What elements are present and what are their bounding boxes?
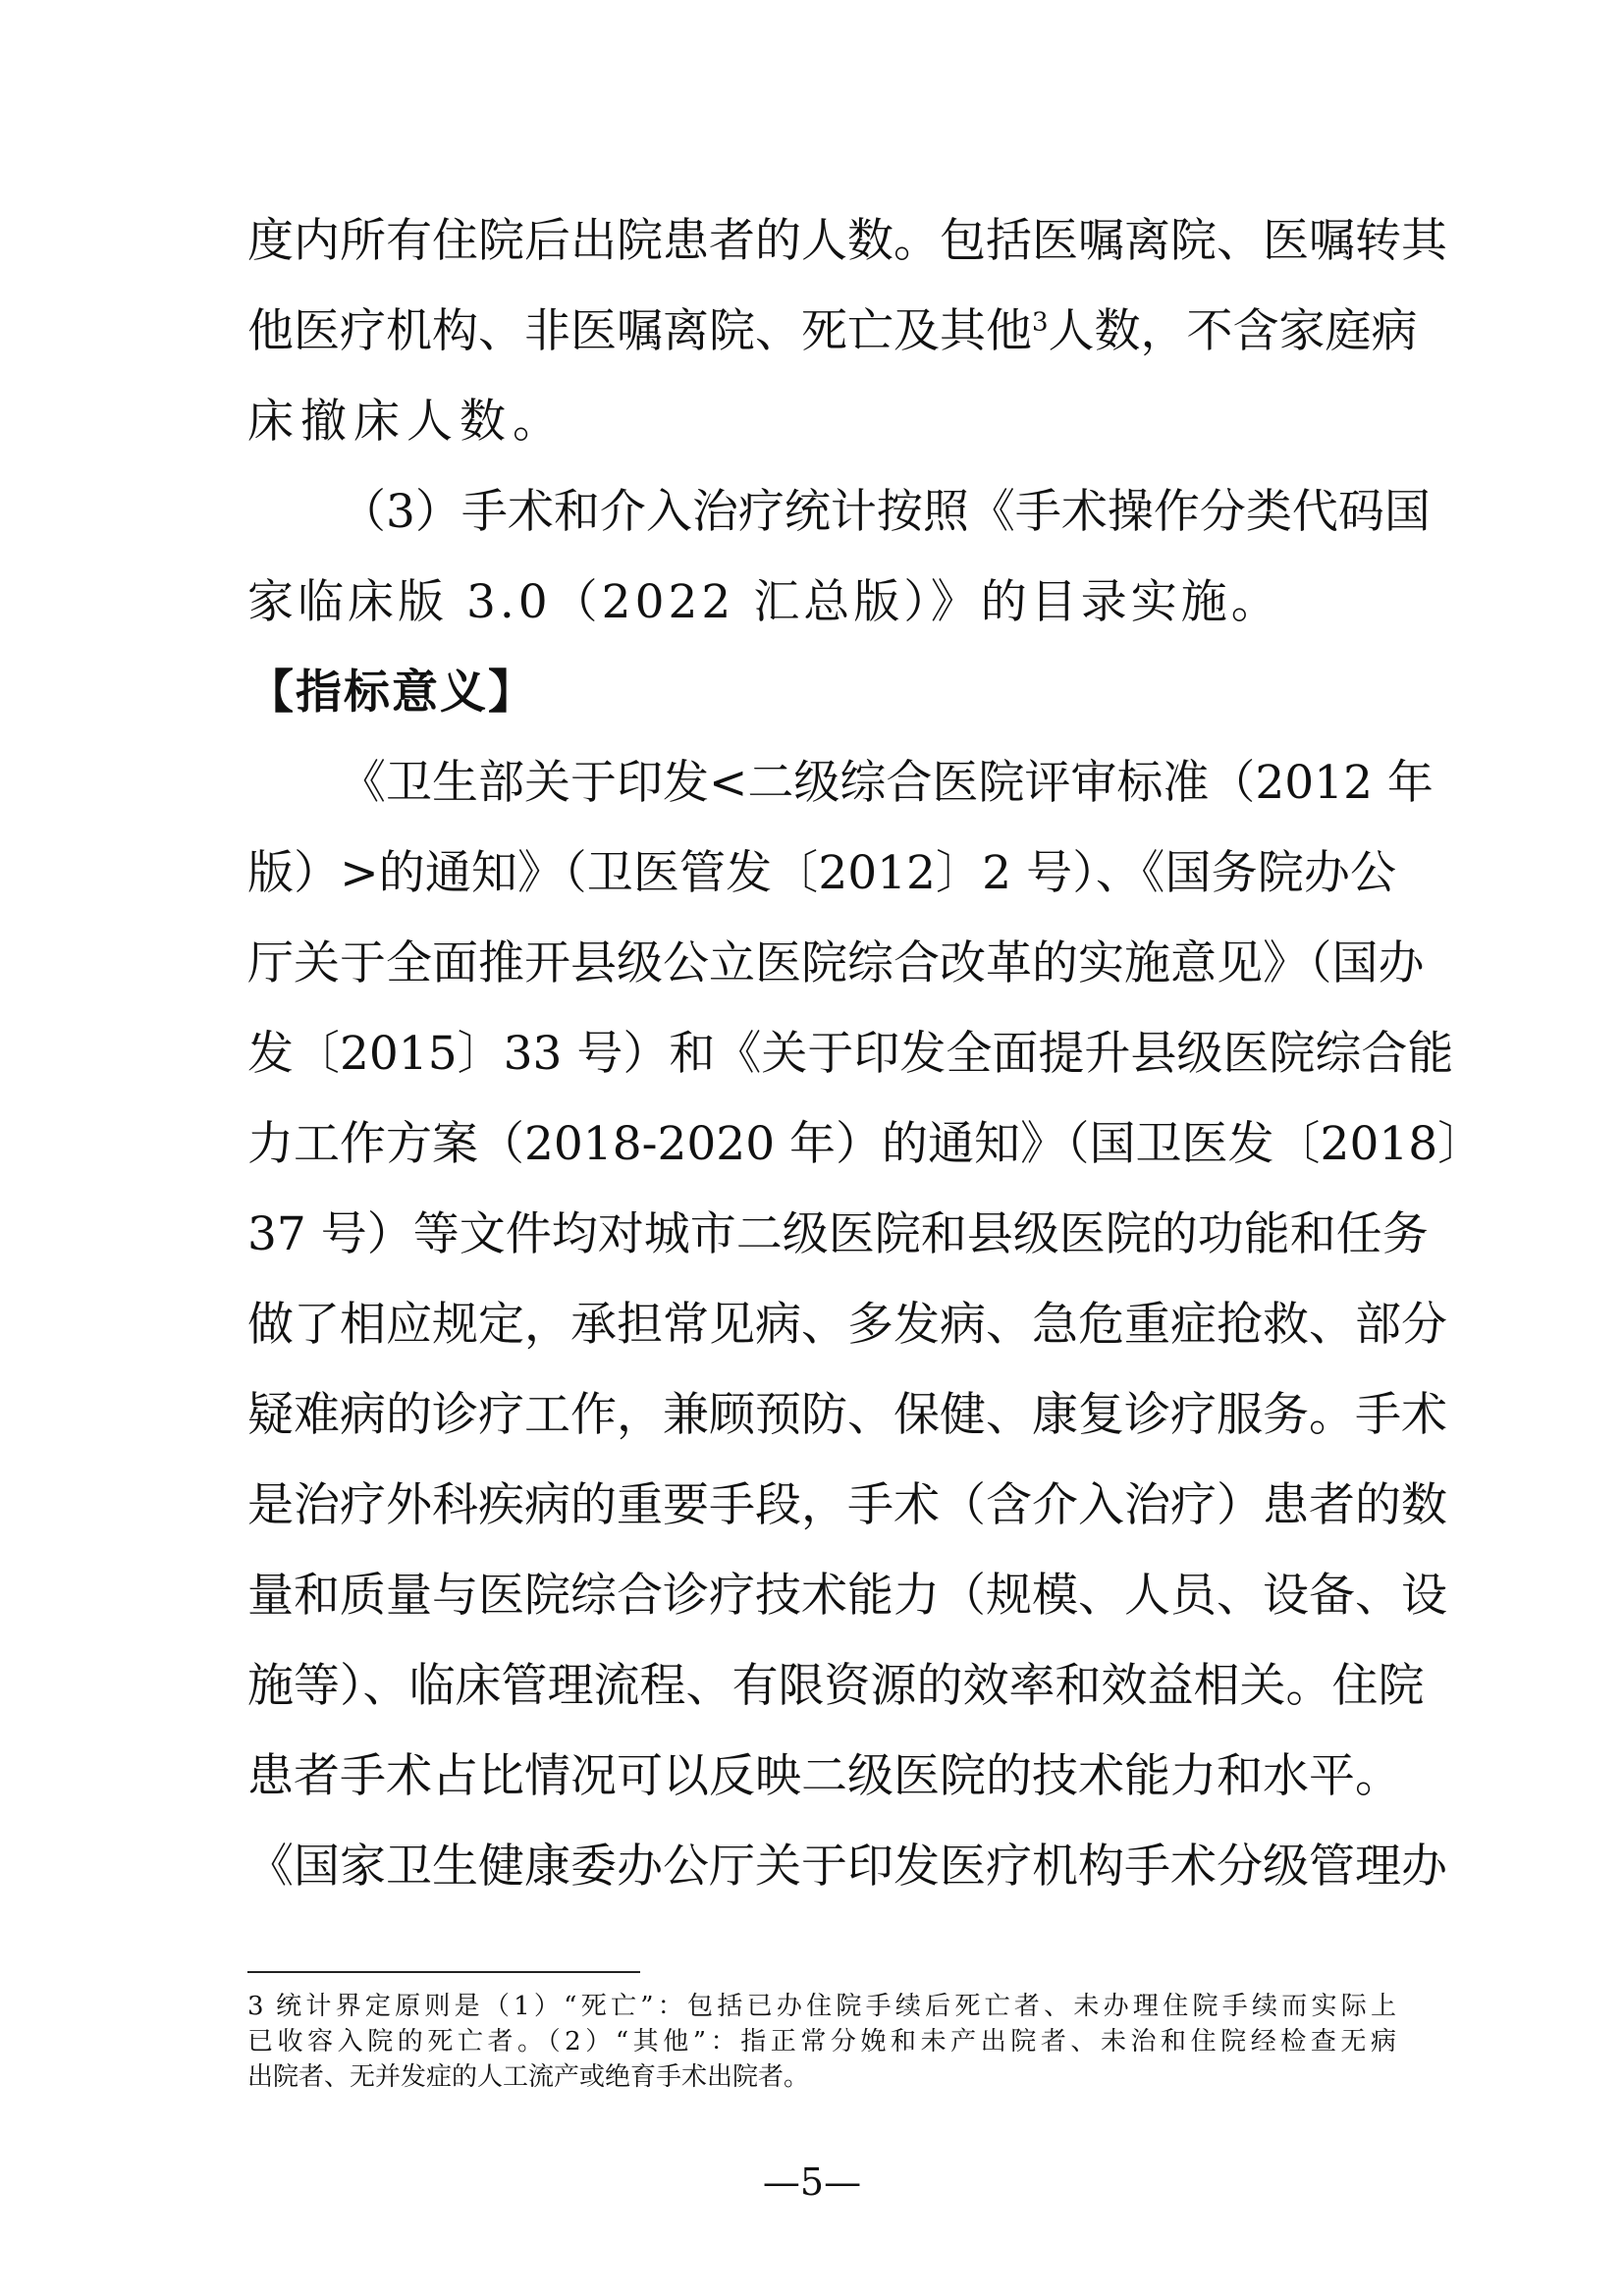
section-heading: 【指标意义】 (247, 666, 536, 720)
body-line-13: 疑难病的诊疗工作，兼顾预防、保健、康复诊疗服务。手术 (247, 1388, 1447, 1442)
body-line-2 (247, 287, 1418, 377)
body-line-1: 度内所有住院后出院患者的人数。包括医嘱离院、医嘱转其 (247, 214, 1447, 268)
body-line-3: 床撤床人数。 (247, 395, 566, 449)
body-line-14: 是治疗外科疾病的重要手段，手术（含介入治疗）患者的数 (247, 1478, 1447, 1532)
body-line-16: 施等）、临床管理流程、有限资源的效率和效益相关。住院 (247, 1659, 1425, 1713)
body-line-10: 力工作方案（2018-2020 年）的通知》（国卫医发〔2018〕 (247, 1117, 1485, 1171)
footnote-line-3: 出院者、无并发症的人工流产或绝育手术出院者。 (247, 2062, 810, 2092)
body-line-8: 厅关于全面推开县级公立医院综合改革的实施意见》（国办 (247, 936, 1425, 990)
footnote-ref-3[interactable]: 3 (1032, 307, 1049, 338)
body-line-18: 《国家卫生健康委办公厅关于印发医疗机构手术分级管理办 (247, 1840, 1447, 1894)
body-line-2-prefix: 他医疗机构、非医嘱离院、死亡及其他 (247, 304, 1032, 358)
body-line-4: （3）手术和介入治疗统计按照《手术操作分类代码国 (340, 485, 1431, 539)
body-line-7: 版）>的通知》（卫医管发〔2012〕2 号）、《国务院办公 (247, 846, 1396, 900)
body-line-5: 家临床版 3.0（2022 汇总版）》的目录实施。 (247, 575, 1281, 629)
body-line-9: 发〔2015〕33 号）和《关于印发全面提升县级医院综合能 (247, 1027, 1454, 1081)
body-line-11: 37 号）等文件均对城市二级医院和县级医院的功能和任务 (247, 1207, 1429, 1261)
body-line-12: 做了相应规定，承担常见病、多发病、急危重症抢救、部分 (247, 1298, 1447, 1352)
footnote-line-2: 已收容入院的死亡者。（2）“其他”：指正常分娩和未产出院者、未治和住院经检查无病 (247, 2027, 1396, 2056)
footnote-separator (247, 1971, 640, 1973)
body-line-15: 量和质量与医院综合诊疗技术能力（规模、人员、设备、设 (247, 1569, 1447, 1623)
body-line-17: 患者手术占比情况可以反映二级医院的技术能力和水平。 (247, 1749, 1401, 1803)
body-line-2-suffix: 人数，不含家庭病 (1048, 304, 1418, 358)
body-line-6: 《卫生部关于印发<二级综合医院评审标准（2012 年 (340, 756, 1434, 810)
footnote-line-1: 3 统计界定原则是（1）“死亡”：包括已办住院手续后死亡者、未办理住院手续而实际上 (247, 1992, 1396, 2021)
page-number: —5— (762, 2161, 862, 2204)
